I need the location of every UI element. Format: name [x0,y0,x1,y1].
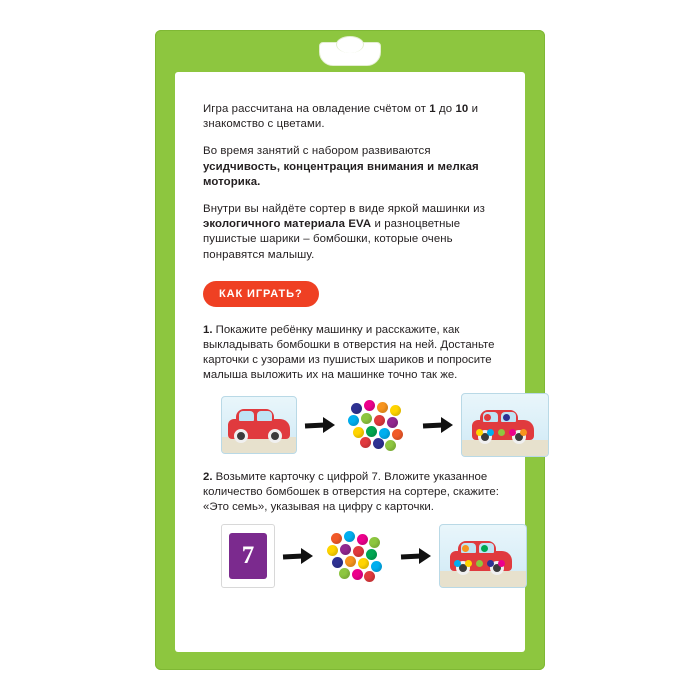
arrow-head [323,417,335,433]
pompom-cluster-1 [347,399,411,451]
placed-pompom [484,414,491,421]
arrow-right-icon [421,412,455,438]
intro-paragraph-3 [203,202,499,263]
pompom [374,415,385,426]
car-sorter-illustration-filled [450,541,512,575]
arrow-head [301,548,313,564]
p1-run-4: и знакомство с цветами. [203,103,479,131]
pompom [387,417,398,428]
car-wheel-rear [268,429,282,443]
how-to-play-badge-row [203,281,499,307]
pompom [344,531,355,542]
pompom [361,413,372,424]
intro-paragraph-2 [203,144,499,190]
pompom [364,400,375,411]
car-window-rear [257,411,272,421]
photo-card-filled-car-1 [461,393,549,457]
how-to-play-badge: КАК ИГРАТЬ? [203,281,319,307]
step-2-number: 2. [203,470,213,483]
pompom [352,569,363,580]
p3-run-0: Внутри вы найдёте сортер в виде яркой машинки из [203,203,485,216]
arrow-head [441,417,453,433]
arrow-head [419,548,431,564]
pompom [390,405,401,416]
placed-pompom [498,429,505,436]
pompom [348,415,359,426]
p2-run-1: усидчивость, концентрация внимания и мелкая моторика. [203,160,479,188]
step-2-text [203,470,499,516]
photo-card-filled-car-2 [439,524,527,588]
pompom [357,534,368,545]
placed-pompom [520,429,527,436]
car-sorter-illustration-filled [472,410,534,444]
p1-run-2: до [435,103,456,115]
p1-run-3: 10 [455,103,469,115]
step-2-figure [221,525,499,587]
placed-pompom [487,429,494,436]
arrow-right-icon [281,543,315,569]
placed-pompom [503,414,510,421]
pompom [366,426,377,437]
pompom [339,568,350,579]
pompom-cluster-2 [325,530,389,582]
arrow-right-icon [303,412,337,438]
step-1-body: Покажите ребёнку машинку и расскажите, как выкладывать бомбошки в отверстия на ней. Достаньте карточки с узорами из пушистых шариков и попросите малыша выложить их на машинке точно так же. [203,323,495,382]
step-1-text [203,323,499,384]
step-1-number: 1. [203,323,213,336]
package-back-panel [175,72,525,652]
arrow-right-icon [399,543,433,569]
p1-run-1: 1 [429,103,436,115]
car-wheel-front [234,429,248,443]
pompom [327,545,338,556]
placed-pompom [509,429,516,436]
pompom [371,561,382,572]
instructions-content [203,102,499,601]
placed-pompom [476,429,483,436]
package-border [155,30,545,670]
pompom [369,537,380,548]
pompom [351,403,362,414]
pompom [353,546,364,557]
intro-paragraph-1 [203,102,499,132]
pompom [377,402,388,413]
step-2-body: Возьмите карточку с цифрой 7. Вложите указанное количество бомбошек в отверстия на сортере, скажите: «Это семь», указывая на цифру с карточки. [203,470,499,514]
pompom [353,427,364,438]
pompom [358,558,369,569]
pompom [366,549,377,560]
pompom [340,544,351,555]
p1-run-0: Игра рассчитана на овладение счётом от [203,103,430,115]
pompom [379,428,390,439]
pompom [331,533,342,544]
pompom [364,571,375,582]
car-window-front [239,411,254,421]
p3-run-2: и разноцветные пушистые шарики – бомбошки, которые очень понравятся малышу. [203,218,461,261]
step-1-figure [221,394,499,456]
photo-card-empty-car [221,396,297,454]
p3-run-1: экологичного материала EVA [203,218,372,231]
pompom [392,429,403,440]
pompom [360,437,371,448]
number-card-digit: 7 [229,533,267,579]
euro-hang-hole [319,42,381,66]
pompom [373,438,384,449]
p2-run-0: Во время занятий с набором развиваются [203,145,431,158]
pompom [332,557,343,568]
pompom [385,440,396,451]
car-sorter-illustration [228,409,290,443]
number-card [221,524,275,588]
pompom [345,556,356,567]
